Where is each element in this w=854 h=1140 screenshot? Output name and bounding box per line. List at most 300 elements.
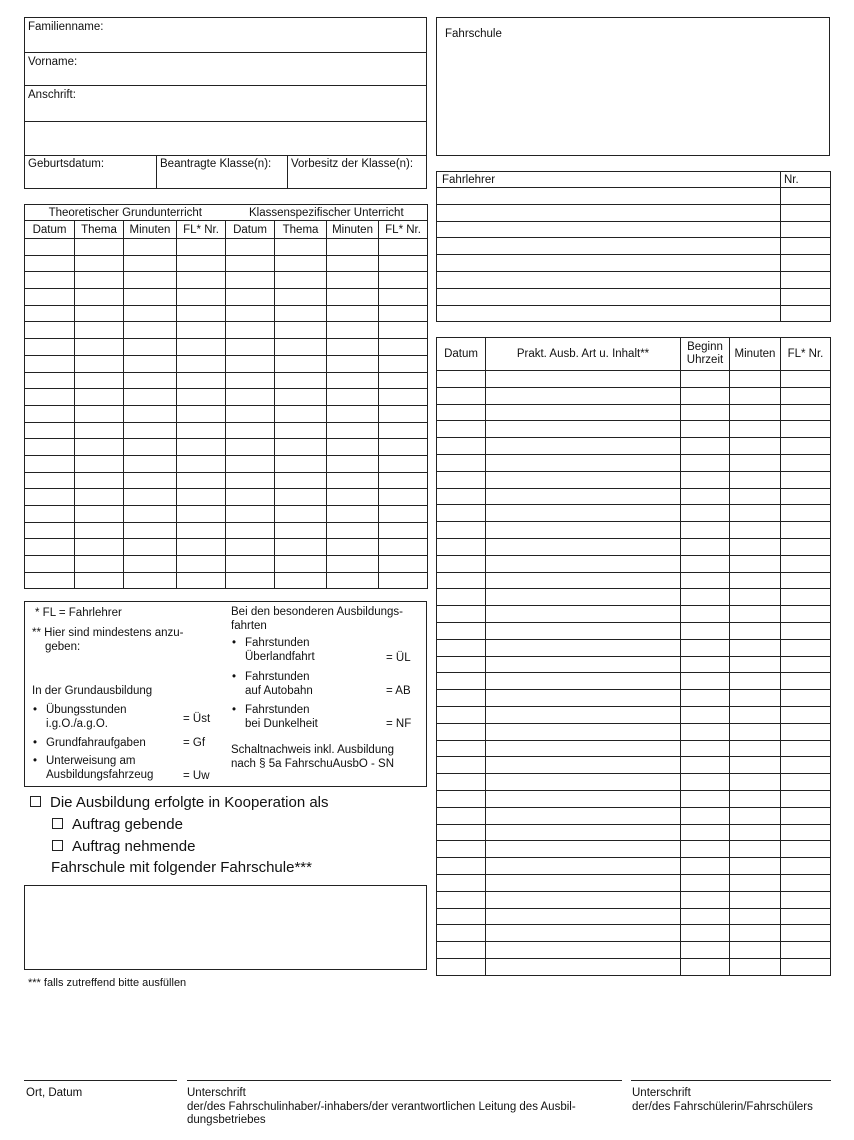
practical-cell[interactable] [730, 488, 781, 505]
practical-cell[interactable] [730, 404, 781, 421]
theory-cell[interactable] [275, 389, 327, 406]
theory-cell[interactable] [379, 272, 428, 289]
theory-cell[interactable] [327, 272, 379, 289]
theory-cell[interactable] [25, 556, 75, 573]
practical-cell[interactable] [681, 387, 730, 404]
theory-cell[interactable] [177, 422, 226, 439]
theory-cell[interactable] [327, 439, 379, 456]
practical-cell[interactable] [486, 858, 681, 875]
theory-cell[interactable] [177, 255, 226, 272]
theory-cell[interactable] [379, 572, 428, 589]
theory-cell[interactable] [379, 405, 428, 422]
theory-cell[interactable] [226, 339, 275, 356]
theory-cell[interactable] [124, 272, 177, 289]
theory-cell[interactable] [327, 506, 379, 523]
practical-cell[interactable] [781, 387, 831, 404]
theory-cell[interactable] [379, 439, 428, 456]
theory-cell[interactable] [124, 405, 177, 422]
theory-cell[interactable] [124, 439, 177, 456]
practical-cell[interactable] [486, 841, 681, 858]
practical-cell[interactable] [486, 404, 681, 421]
practical-cell[interactable] [486, 925, 681, 942]
theory-cell[interactable] [226, 389, 275, 406]
practical-cell[interactable] [681, 404, 730, 421]
theory-cell[interactable] [275, 305, 327, 322]
theory-cell[interactable] [75, 389, 124, 406]
theory-cell[interactable] [124, 556, 177, 573]
beantragte-klasse-field[interactable] [157, 156, 288, 188]
practical-cell[interactable] [437, 942, 486, 959]
theory-cell[interactable] [177, 339, 226, 356]
theory-cell[interactable] [327, 472, 379, 489]
practical-cell[interactable] [781, 874, 831, 891]
practical-cell[interactable] [681, 538, 730, 555]
theory-cell[interactable] [124, 455, 177, 472]
practical-cell[interactable] [781, 555, 831, 572]
theory-cell[interactable] [177, 506, 226, 523]
theory-cell[interactable] [177, 472, 226, 489]
practical-cell[interactable] [437, 824, 486, 841]
practical-cell[interactable] [730, 673, 781, 690]
practical-cell[interactable] [486, 706, 681, 723]
practical-cell[interactable] [681, 371, 730, 388]
practical-cell[interactable] [730, 387, 781, 404]
vorbesitz-field[interactable] [288, 156, 425, 188]
practical-cell[interactable] [730, 706, 781, 723]
fahrlehrer-cell[interactable] [781, 188, 831, 205]
practical-cell[interactable] [437, 723, 486, 740]
theory-cell[interactable] [327, 239, 379, 256]
auftrag-nehmende-checkbox[interactable] [52, 840, 63, 851]
auftrag-gebende-checkbox[interactable] [52, 818, 63, 829]
theory-cell[interactable] [226, 272, 275, 289]
theory-cell[interactable] [177, 239, 226, 256]
theory-cell[interactable] [177, 455, 226, 472]
practical-cell[interactable] [781, 774, 831, 791]
practical-cell[interactable] [437, 891, 486, 908]
theory-cell[interactable] [226, 472, 275, 489]
practical-cell[interactable] [681, 673, 730, 690]
theory-cell[interactable] [25, 272, 75, 289]
practical-cell[interactable] [681, 925, 730, 942]
theory-cell[interactable] [75, 556, 124, 573]
theory-cell[interactable] [275, 422, 327, 439]
theory-cell[interactable] [75, 422, 124, 439]
theory-cell[interactable] [25, 506, 75, 523]
practical-cell[interactable] [730, 925, 781, 942]
partner-fahrschule-box[interactable] [24, 885, 427, 970]
practical-cell[interactable] [730, 908, 781, 925]
theory-cell[interactable] [25, 239, 75, 256]
practical-cell[interactable] [437, 387, 486, 404]
practical-cell[interactable] [730, 690, 781, 707]
practical-cell[interactable] [730, 891, 781, 908]
theory-cell[interactable] [177, 572, 226, 589]
practical-cell[interactable] [486, 824, 681, 841]
theory-cell[interactable] [124, 339, 177, 356]
practical-cell[interactable] [681, 639, 730, 656]
practical-cell[interactable] [486, 690, 681, 707]
theory-cell[interactable] [226, 305, 275, 322]
fahrlehrer-cell[interactable] [781, 221, 831, 238]
practical-cell[interactable] [781, 622, 831, 639]
theory-cell[interactable] [75, 539, 124, 556]
theory-cell[interactable] [379, 239, 428, 256]
practical-cell[interactable] [437, 639, 486, 656]
practical-cell[interactable] [781, 723, 831, 740]
theory-cell[interactable] [25, 439, 75, 456]
theory-cell[interactable] [124, 289, 177, 306]
theory-cell[interactable] [379, 305, 428, 322]
anschrift-field[interactable] [25, 86, 426, 122]
theory-cell[interactable] [177, 405, 226, 422]
practical-cell[interactable] [681, 757, 730, 774]
practical-cell[interactable] [437, 606, 486, 623]
theory-cell[interactable] [75, 322, 124, 339]
anschrift-line2-field[interactable] [25, 122, 426, 156]
practical-cell[interactable] [437, 471, 486, 488]
theory-cell[interactable] [124, 522, 177, 539]
theory-cell[interactable] [327, 322, 379, 339]
theory-cell[interactable] [275, 355, 327, 372]
practical-cell[interactable] [781, 690, 831, 707]
theory-cell[interactable] [275, 339, 327, 356]
theory-cell[interactable] [25, 572, 75, 589]
practical-cell[interactable] [781, 421, 831, 438]
practical-cell[interactable] [730, 958, 781, 975]
theory-cell[interactable] [25, 522, 75, 539]
inhaber-signature-line[interactable] [187, 1080, 622, 1081]
theory-cell[interactable] [75, 305, 124, 322]
theory-cell[interactable] [327, 556, 379, 573]
fahrlehrer-cell[interactable] [437, 288, 781, 305]
theory-cell[interactable] [327, 572, 379, 589]
theory-cell[interactable] [25, 389, 75, 406]
theory-cell[interactable] [226, 556, 275, 573]
theory-cell[interactable] [124, 572, 177, 589]
practical-cell[interactable] [730, 858, 781, 875]
theory-cell[interactable] [379, 455, 428, 472]
practical-cell[interactable] [437, 908, 486, 925]
theory-cell[interactable] [327, 489, 379, 506]
practical-cell[interactable] [781, 488, 831, 505]
practical-cell[interactable] [486, 421, 681, 438]
theory-cell[interactable] [275, 506, 327, 523]
fahrlehrer-cell[interactable] [437, 221, 781, 238]
theory-cell[interactable] [124, 239, 177, 256]
theory-cell[interactable] [75, 289, 124, 306]
fahrlehrer-cell[interactable] [437, 255, 781, 272]
theory-cell[interactable] [226, 489, 275, 506]
practical-cell[interactable] [437, 589, 486, 606]
theory-cell[interactable] [327, 422, 379, 439]
practical-cell[interactable] [486, 673, 681, 690]
practical-cell[interactable] [486, 572, 681, 589]
theory-cell[interactable] [25, 322, 75, 339]
theory-cell[interactable] [124, 506, 177, 523]
practical-cell[interactable] [437, 371, 486, 388]
practical-cell[interactable] [730, 522, 781, 539]
theory-cell[interactable] [75, 239, 124, 256]
fahrlehrer-cell[interactable] [437, 204, 781, 221]
theory-cell[interactable] [226, 322, 275, 339]
practical-cell[interactable] [486, 522, 681, 539]
theory-cell[interactable] [25, 289, 75, 306]
practical-cell[interactable] [437, 858, 486, 875]
practical-cell[interactable] [681, 488, 730, 505]
theory-cell[interactable] [177, 305, 226, 322]
practical-cell[interactable] [781, 757, 831, 774]
practical-cell[interactable] [781, 606, 831, 623]
theory-cell[interactable] [226, 405, 275, 422]
theory-cell[interactable] [275, 556, 327, 573]
practical-cell[interactable] [781, 908, 831, 925]
practical-cell[interactable] [437, 807, 486, 824]
practical-cell[interactable] [681, 454, 730, 471]
theory-cell[interactable] [275, 472, 327, 489]
practical-cell[interactable] [486, 371, 681, 388]
theory-cell[interactable] [177, 289, 226, 306]
practical-cell[interactable] [681, 471, 730, 488]
theory-cell[interactable] [327, 372, 379, 389]
theory-cell[interactable] [275, 289, 327, 306]
theory-cell[interactable] [275, 489, 327, 506]
practical-cell[interactable] [486, 387, 681, 404]
fahrlehrer-cell[interactable] [437, 305, 781, 322]
theory-cell[interactable] [75, 572, 124, 589]
practical-cell[interactable] [781, 942, 831, 959]
practical-cell[interactable] [781, 589, 831, 606]
theory-cell[interactable] [25, 422, 75, 439]
practical-cell[interactable] [437, 555, 486, 572]
practical-cell[interactable] [486, 639, 681, 656]
practical-cell[interactable] [486, 723, 681, 740]
theory-cell[interactable] [327, 255, 379, 272]
theory-cell[interactable] [75, 439, 124, 456]
practical-cell[interactable] [486, 908, 681, 925]
practical-cell[interactable] [781, 824, 831, 841]
practical-cell[interactable] [781, 673, 831, 690]
theory-cell[interactable] [25, 372, 75, 389]
theory-cell[interactable] [327, 289, 379, 306]
theory-cell[interactable] [226, 289, 275, 306]
practical-cell[interactable] [730, 421, 781, 438]
theory-cell[interactable] [379, 422, 428, 439]
ort-datum-line[interactable] [24, 1080, 177, 1081]
practical-cell[interactable] [486, 538, 681, 555]
theory-cell[interactable] [379, 506, 428, 523]
theory-cell[interactable] [226, 355, 275, 372]
practical-cell[interactable] [437, 925, 486, 942]
practical-cell[interactable] [681, 874, 730, 891]
practical-cell[interactable] [730, 371, 781, 388]
practical-cell[interactable] [681, 690, 730, 707]
practical-cell[interactable] [486, 622, 681, 639]
theory-cell[interactable] [75, 506, 124, 523]
practical-cell[interactable] [486, 807, 681, 824]
theory-cell[interactable] [25, 455, 75, 472]
theory-cell[interactable] [379, 322, 428, 339]
theory-cell[interactable] [124, 539, 177, 556]
theory-cell[interactable] [75, 339, 124, 356]
theory-cell[interactable] [25, 405, 75, 422]
practical-cell[interactable] [730, 454, 781, 471]
practical-cell[interactable] [730, 555, 781, 572]
practical-cell[interactable] [486, 958, 681, 975]
practical-cell[interactable] [730, 438, 781, 455]
practical-cell[interactable] [681, 589, 730, 606]
theory-cell[interactable] [379, 355, 428, 372]
theory-cell[interactable] [379, 539, 428, 556]
practical-cell[interactable] [486, 656, 681, 673]
theory-cell[interactable] [379, 489, 428, 506]
practical-cell[interactable] [781, 371, 831, 388]
fahrlehrer-cell[interactable] [781, 271, 831, 288]
practical-cell[interactable] [730, 740, 781, 757]
theory-cell[interactable] [124, 255, 177, 272]
practical-cell[interactable] [681, 958, 730, 975]
practical-cell[interactable] [486, 438, 681, 455]
practical-cell[interactable] [437, 757, 486, 774]
theory-cell[interactable] [177, 556, 226, 573]
practical-cell[interactable] [681, 438, 730, 455]
fahrlehrer-cell[interactable] [437, 271, 781, 288]
theory-cell[interactable] [75, 489, 124, 506]
practical-cell[interactable] [437, 404, 486, 421]
practical-cell[interactable] [730, 622, 781, 639]
practical-cell[interactable] [486, 488, 681, 505]
practical-cell[interactable] [730, 942, 781, 959]
theory-cell[interactable] [75, 355, 124, 372]
practical-cell[interactable] [681, 656, 730, 673]
theory-cell[interactable] [25, 539, 75, 556]
theory-cell[interactable] [75, 272, 124, 289]
theory-cell[interactable] [75, 405, 124, 422]
practical-cell[interactable] [681, 942, 730, 959]
practical-cell[interactable] [437, 438, 486, 455]
practical-cell[interactable] [730, 774, 781, 791]
practical-cell[interactable] [437, 505, 486, 522]
theory-cell[interactable] [275, 372, 327, 389]
theory-cell[interactable] [275, 255, 327, 272]
theory-cell[interactable] [275, 572, 327, 589]
practical-cell[interactable] [681, 555, 730, 572]
practical-cell[interactable] [730, 606, 781, 623]
practical-cell[interactable] [681, 774, 730, 791]
theory-cell[interactable] [275, 522, 327, 539]
theory-cell[interactable] [226, 539, 275, 556]
practical-cell[interactable] [437, 488, 486, 505]
practical-cell[interactable] [681, 790, 730, 807]
theory-cell[interactable] [226, 506, 275, 523]
theory-cell[interactable] [226, 439, 275, 456]
theory-cell[interactable] [25, 489, 75, 506]
theory-cell[interactable] [124, 355, 177, 372]
practical-cell[interactable] [681, 572, 730, 589]
theory-cell[interactable] [177, 522, 226, 539]
theory-cell[interactable] [177, 372, 226, 389]
practical-cell[interactable] [730, 790, 781, 807]
practical-cell[interactable] [781, 891, 831, 908]
practical-cell[interactable] [730, 723, 781, 740]
theory-cell[interactable] [379, 472, 428, 489]
theory-cell[interactable] [75, 522, 124, 539]
practical-cell[interactable] [730, 824, 781, 841]
practical-cell[interactable] [437, 958, 486, 975]
theory-cell[interactable] [327, 355, 379, 372]
fahrlehrer-cell[interactable] [781, 204, 831, 221]
theory-cell[interactable] [25, 255, 75, 272]
practical-cell[interactable] [781, 740, 831, 757]
practical-cell[interactable] [681, 622, 730, 639]
practical-cell[interactable] [730, 505, 781, 522]
practical-cell[interactable] [437, 774, 486, 791]
practical-cell[interactable] [437, 522, 486, 539]
theory-cell[interactable] [124, 422, 177, 439]
theory-cell[interactable] [275, 272, 327, 289]
practical-cell[interactable] [681, 740, 730, 757]
practical-cell[interactable] [486, 757, 681, 774]
practical-cell[interactable] [781, 438, 831, 455]
fahrlehrer-cell[interactable] [781, 255, 831, 272]
practical-cell[interactable] [681, 824, 730, 841]
theory-cell[interactable] [25, 305, 75, 322]
practical-cell[interactable] [486, 505, 681, 522]
practical-cell[interactable] [781, 404, 831, 421]
practical-cell[interactable] [781, 454, 831, 471]
practical-cell[interactable] [730, 874, 781, 891]
theory-cell[interactable] [124, 472, 177, 489]
theory-cell[interactable] [75, 372, 124, 389]
theory-cell[interactable] [177, 439, 226, 456]
theory-cell[interactable] [177, 272, 226, 289]
fahrlehrer-cell[interactable] [781, 238, 831, 255]
theory-cell[interactable] [124, 372, 177, 389]
practical-cell[interactable] [730, 656, 781, 673]
practical-cell[interactable] [437, 874, 486, 891]
theory-cell[interactable] [226, 522, 275, 539]
theory-cell[interactable] [327, 455, 379, 472]
fahrlehrer-cell[interactable] [437, 238, 781, 255]
practical-cell[interactable] [730, 841, 781, 858]
theory-cell[interactable] [124, 305, 177, 322]
practical-cell[interactable] [486, 774, 681, 791]
theory-cell[interactable] [124, 322, 177, 339]
practical-cell[interactable] [437, 740, 486, 757]
theory-cell[interactable] [379, 389, 428, 406]
practical-cell[interactable] [486, 891, 681, 908]
fahrlehrer-cell[interactable] [437, 188, 781, 205]
theory-cell[interactable] [226, 239, 275, 256]
theory-cell[interactable] [25, 355, 75, 372]
practical-cell[interactable] [486, 589, 681, 606]
theory-cell[interactable] [275, 539, 327, 556]
theory-cell[interactable] [327, 405, 379, 422]
practical-cell[interactable] [486, 790, 681, 807]
theory-cell[interactable] [379, 339, 428, 356]
practical-cell[interactable] [681, 505, 730, 522]
theory-cell[interactable] [226, 572, 275, 589]
practical-cell[interactable] [437, 622, 486, 639]
practical-cell[interactable] [437, 790, 486, 807]
theory-cell[interactable] [327, 522, 379, 539]
practical-cell[interactable] [781, 522, 831, 539]
geburtsdatum-field[interactable] [25, 156, 157, 188]
practical-cell[interactable] [486, 471, 681, 488]
schueler-signature-line[interactable] [631, 1080, 831, 1081]
theory-cell[interactable] [25, 472, 75, 489]
theory-cell[interactable] [177, 389, 226, 406]
